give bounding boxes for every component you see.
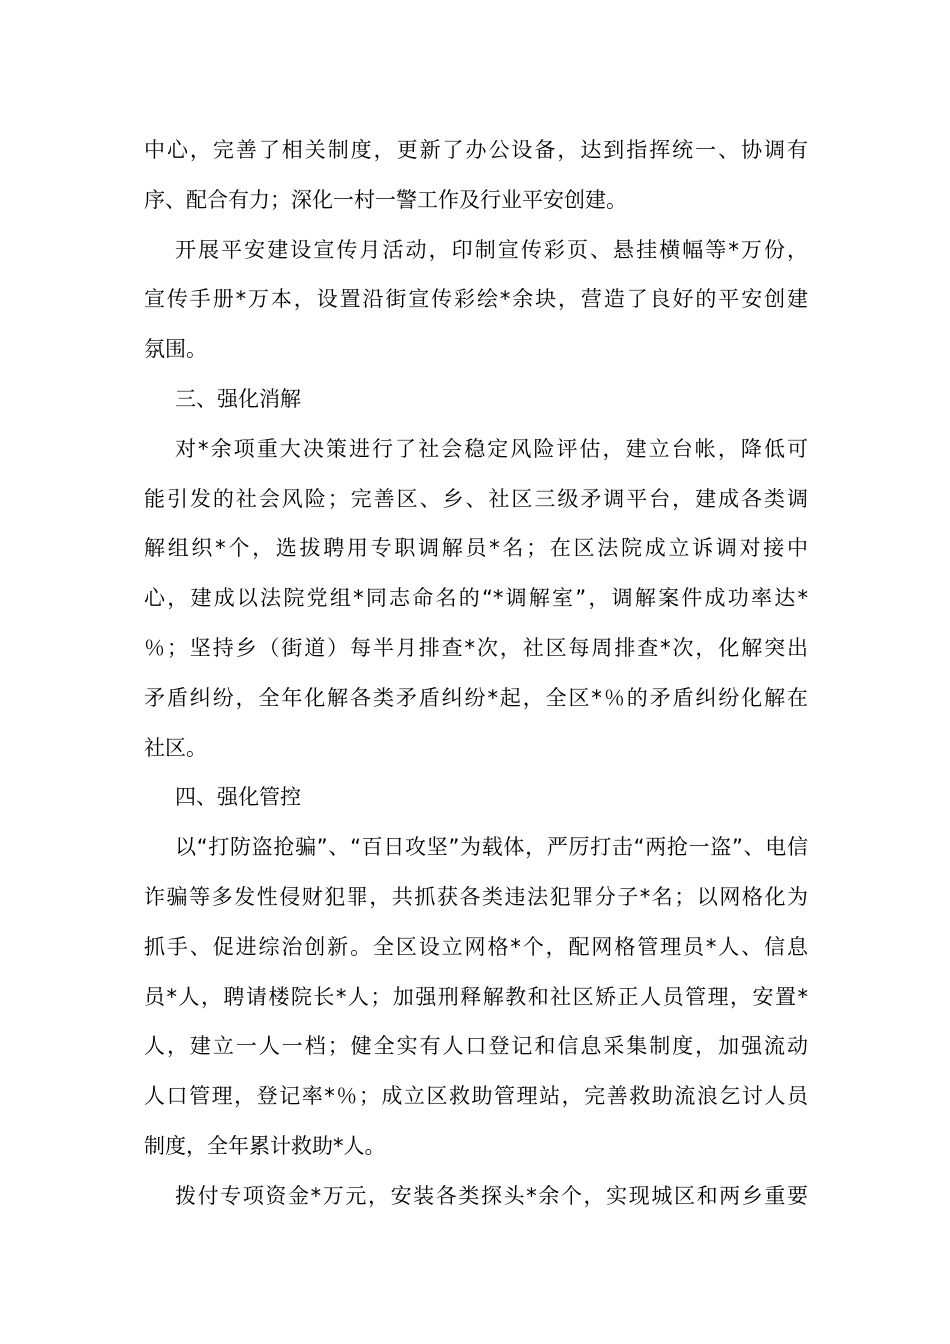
heading-text: 三、强化消解 [175,386,301,411]
paragraph-funding [144,1172,808,1222]
text-line: ％；坚持乡（街道）每半月排查*次，社区每周排查*次，化解突出 [144,635,808,660]
text-line: 拨付专项资金*万元，安装各类探头*余个，实现城区和两乡重要 [175,1183,808,1208]
section-heading-4 [144,773,808,823]
text-line: 制度，全年累计救助*人。 [144,1133,386,1158]
text-line: 序、配合有力；深化一村一警工作及行业平安创建。 [144,187,627,212]
text-line: 开展平安建设宣传月活动，印制宣传彩页、悬挂横幅等*万份， [175,237,808,262]
text-line: 解组织*个，选拔聘用专职调解员*名；在区法院成立诉调对接中 [144,536,808,561]
text-line: 能引发的社会风险；完善区、乡、社区三级矛调平台，建成各类调 [144,486,808,511]
heading-text: 四、强化管控 [175,785,301,810]
paragraph-publicity [144,226,808,375]
text-line: 心，建成以法院党组*同志命名的“*调解室”，调解案件成功率达* [144,586,808,611]
section-heading-3 [144,375,808,425]
text-line: 抓手、促进综治创新。全区设立网格*个，配网格管理员*人、信息 [144,934,808,959]
text-line: 中心，完善了相关制度，更新了办公设备，达到指挥统一、协调有 [144,138,808,162]
text-line: 矛盾纠纷，全年化解各类矛盾纠纷*起，全区*％的矛盾纠纷化解在 [144,685,808,710]
text-line: 员*人，聘请楼院长*人；加强刑释解教和社区矫正人员管理，安置* [144,984,808,1009]
text-line: 宣传手册*万本，设置沿街宣传彩绘*余块，营造了良好的平安创建 [144,287,808,312]
paragraph-mediation [144,425,808,774]
text-line: 社区。 [144,735,207,760]
text-line: 氛围。 [144,337,207,362]
text-line: 诈骗等多发性侵财犯罪，共抓获各类违法犯罪分子*名；以网格化为 [144,884,808,909]
text-line: 人口管理，登记率*％；成立区救助管理站，完善救助流浪乞讨人员 [144,1084,808,1109]
text-line: 对*余项重大决策进行了社会稳定风险评估，建立台帐，降低可 [175,436,808,461]
document-page [144,126,808,1222]
paragraph-command-center [144,126,808,226]
paragraph-control [144,823,808,1172]
text-line: 人，建立一人一档；健全实有人口登记和信息采集制度，加强流动 [144,1034,808,1059]
text-line: 以“打防盗抢骗”、“百日攻坚”为载体，严厉打击“两抢一盗”、电信 [175,835,808,860]
